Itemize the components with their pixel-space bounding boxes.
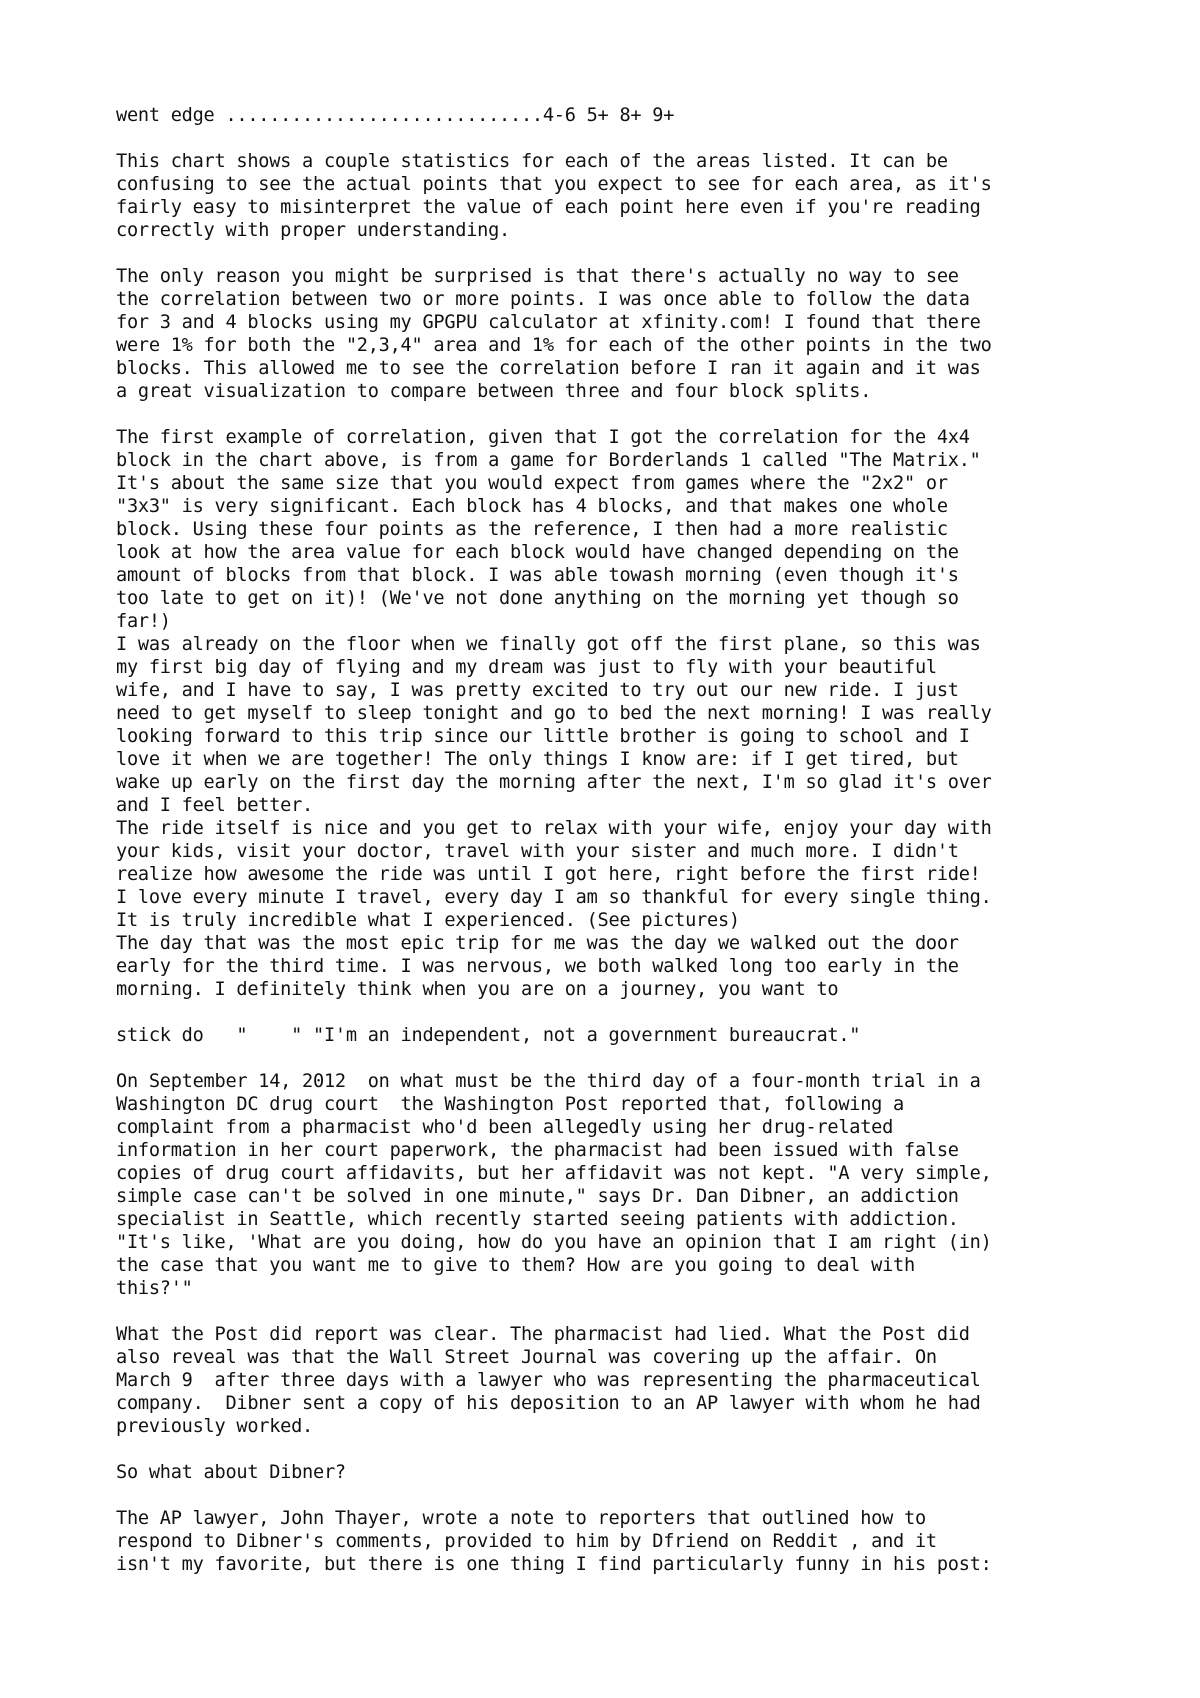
text-line: So what about Dibner? xyxy=(116,1462,346,1483)
text-line: wife, and I have to say, I was pretty excited to try out our new ride. I just xyxy=(116,680,959,701)
text-line: the case that you want me to give to them? How are you going to deal with xyxy=(116,1255,915,1276)
text-line: blocks. This allowed me to see the correlation before I ran it again and it was xyxy=(116,358,981,379)
text-line: respond to Dibner's comments, provided to him by Dfriend on Reddit , and it xyxy=(116,1531,937,1552)
text-line: March 9 after three days with a lawyer who was representing the pharmaceutical xyxy=(116,1370,981,1391)
text-line: previously worked. xyxy=(116,1416,313,1437)
text-line: a great visualization to compare between three and four block splits. xyxy=(116,381,872,402)
paragraph xyxy=(116,1024,1176,1047)
text-line: far!) xyxy=(116,611,171,632)
text-line: copies of drug court affidavits, but her affidavit was not kept. "A very simple, xyxy=(116,1163,992,1184)
text-line: complaint from a pharmacist who'd been allegedly using her drug-related xyxy=(116,1117,894,1138)
text-line: simple case can't be solved in one minute," says Dr. Dan Dibner, an addiction xyxy=(116,1186,959,1207)
text-line: It is truly incredible what I experienced. (See pictures) xyxy=(116,910,740,931)
text-line: early for the third time. I was nervous, we both walked long too early in the xyxy=(116,956,959,977)
text-line: The AP lawyer, John Thayer, wrote a note to reporters that outlined how to xyxy=(116,1508,926,1529)
text-line: "3x3" is very significant. Each block has 4 blocks, and that makes one whole xyxy=(116,496,948,517)
text-line: What the Post did report was clear. The pharmacist had lied. What the Post did xyxy=(116,1324,970,1345)
text-line: morning. I definitely think when you are on a journey, you want to xyxy=(116,979,839,1000)
paragraph xyxy=(116,265,1176,403)
text-line: also reveal was that the Wall Street Journal was covering up the affair. On xyxy=(116,1347,937,1368)
text-line: information in her court paperwork, the pharmacist had been issued with false xyxy=(116,1140,959,1161)
paragraph xyxy=(116,1323,1176,1438)
text-line: The only reason you might be surprised is that there's actually no way to see xyxy=(116,266,959,287)
text-line: I was already on the floor when we finally got off the first plane, so this was xyxy=(116,634,981,655)
text-line: went edge .............................4-6 5+ 8+ 9+ xyxy=(116,105,675,126)
text-line: amount of blocks from that block. I was able towash morning (even though it's xyxy=(116,565,959,586)
paragraph xyxy=(116,426,1176,1001)
text-line: this?'" xyxy=(116,1278,193,1299)
text-line: The first example of correlation, given that I got the correlation for the 4x4 xyxy=(116,427,970,448)
paragraph xyxy=(116,1070,1176,1300)
text-line: my first big day of flying and my dream was just to fly with your beautiful xyxy=(116,657,937,678)
paragraph xyxy=(116,1461,1176,1484)
text-line: confusing to see the actual points that you expect to see for each area, as it's xyxy=(116,174,992,195)
text-line: Washington DC drug court the Washington Post reported that, following a xyxy=(116,1094,904,1115)
text-line: and I feel better. xyxy=(116,795,313,816)
text-line: fairly easy to misinterpret the value of each point here even if you're reading xyxy=(116,197,981,218)
text-line: I love every minute I travel, every day I am so thankful for every single thing. xyxy=(116,887,992,908)
text-line: isn't my favorite, but there is one thing I find particularly funny in his post: xyxy=(116,1554,992,1575)
text-line: too late to get on it)! (We've not done anything on the morning yet though so xyxy=(116,588,959,609)
text-line: "It's like, 'What are you doing, how do you have an opinion that I am right (in) xyxy=(116,1232,992,1253)
text-line: It's about the same size that you would expect from games where the "2x2" or xyxy=(116,473,948,494)
text-line: look at how the area value for each block would have changed depending on the xyxy=(116,542,959,563)
text-line: stick do " " "I'm an independent, not a government bureaucrat." xyxy=(116,1025,861,1046)
text-line: The ride itself is nice and you get to relax with your wife, enjoy your day with xyxy=(116,818,992,839)
text-line: This chart shows a couple statistics for each of the areas listed. It can be xyxy=(116,151,948,172)
text-line: On September 14, 2012 on what must be the third day of a four-month trial in a xyxy=(116,1071,981,1092)
text-line: your kids, visit your doctor, travel with your sister and much more. I didn't xyxy=(116,841,959,862)
text-line: block. Using these four points as the reference, I then had a more realistic xyxy=(116,519,948,540)
text-line: correctly with proper understanding. xyxy=(116,220,510,241)
paragraph xyxy=(116,1507,1176,1576)
paragraph xyxy=(116,150,1176,242)
text-line: The day that was the most epic trip for me was the day we walked out the door xyxy=(116,933,959,954)
text-line: for 3 and 4 blocks using my GPGPU calculator at xfinity.com! I found that there xyxy=(116,312,981,333)
text-line: wake up early on the first day the morning after the next, I'm so glad it's over xyxy=(116,772,992,793)
text-line: were 1% for both the "2,3,4" area and 1% for each of the other points in the two xyxy=(116,335,992,356)
text-line: realize how awesome the ride was until I got here, right before the first ride! xyxy=(116,864,981,885)
text-line: love it when we are together! The only things I know are: if I get tired, but xyxy=(116,749,959,770)
text-line: need to get myself to sleep tonight and go to bed the next morning! I was really xyxy=(116,703,992,724)
text-line: specialist in Seattle, which recently started seeing patients with addiction. xyxy=(116,1209,959,1230)
text-line: company. Dibner sent a copy of his deposition to an AP lawyer with whom he had xyxy=(116,1393,981,1414)
text-line: block in the chart above, is from a game for Borderlands 1 called "The Matrix." xyxy=(116,450,981,471)
text-line: the correlation between two or more points. I was once able to follow the data xyxy=(116,289,970,310)
paragraph xyxy=(116,104,1176,127)
document-page xyxy=(116,104,1176,1576)
text-line: looking forward to this trip since our little brother is going to school and I xyxy=(116,726,970,747)
